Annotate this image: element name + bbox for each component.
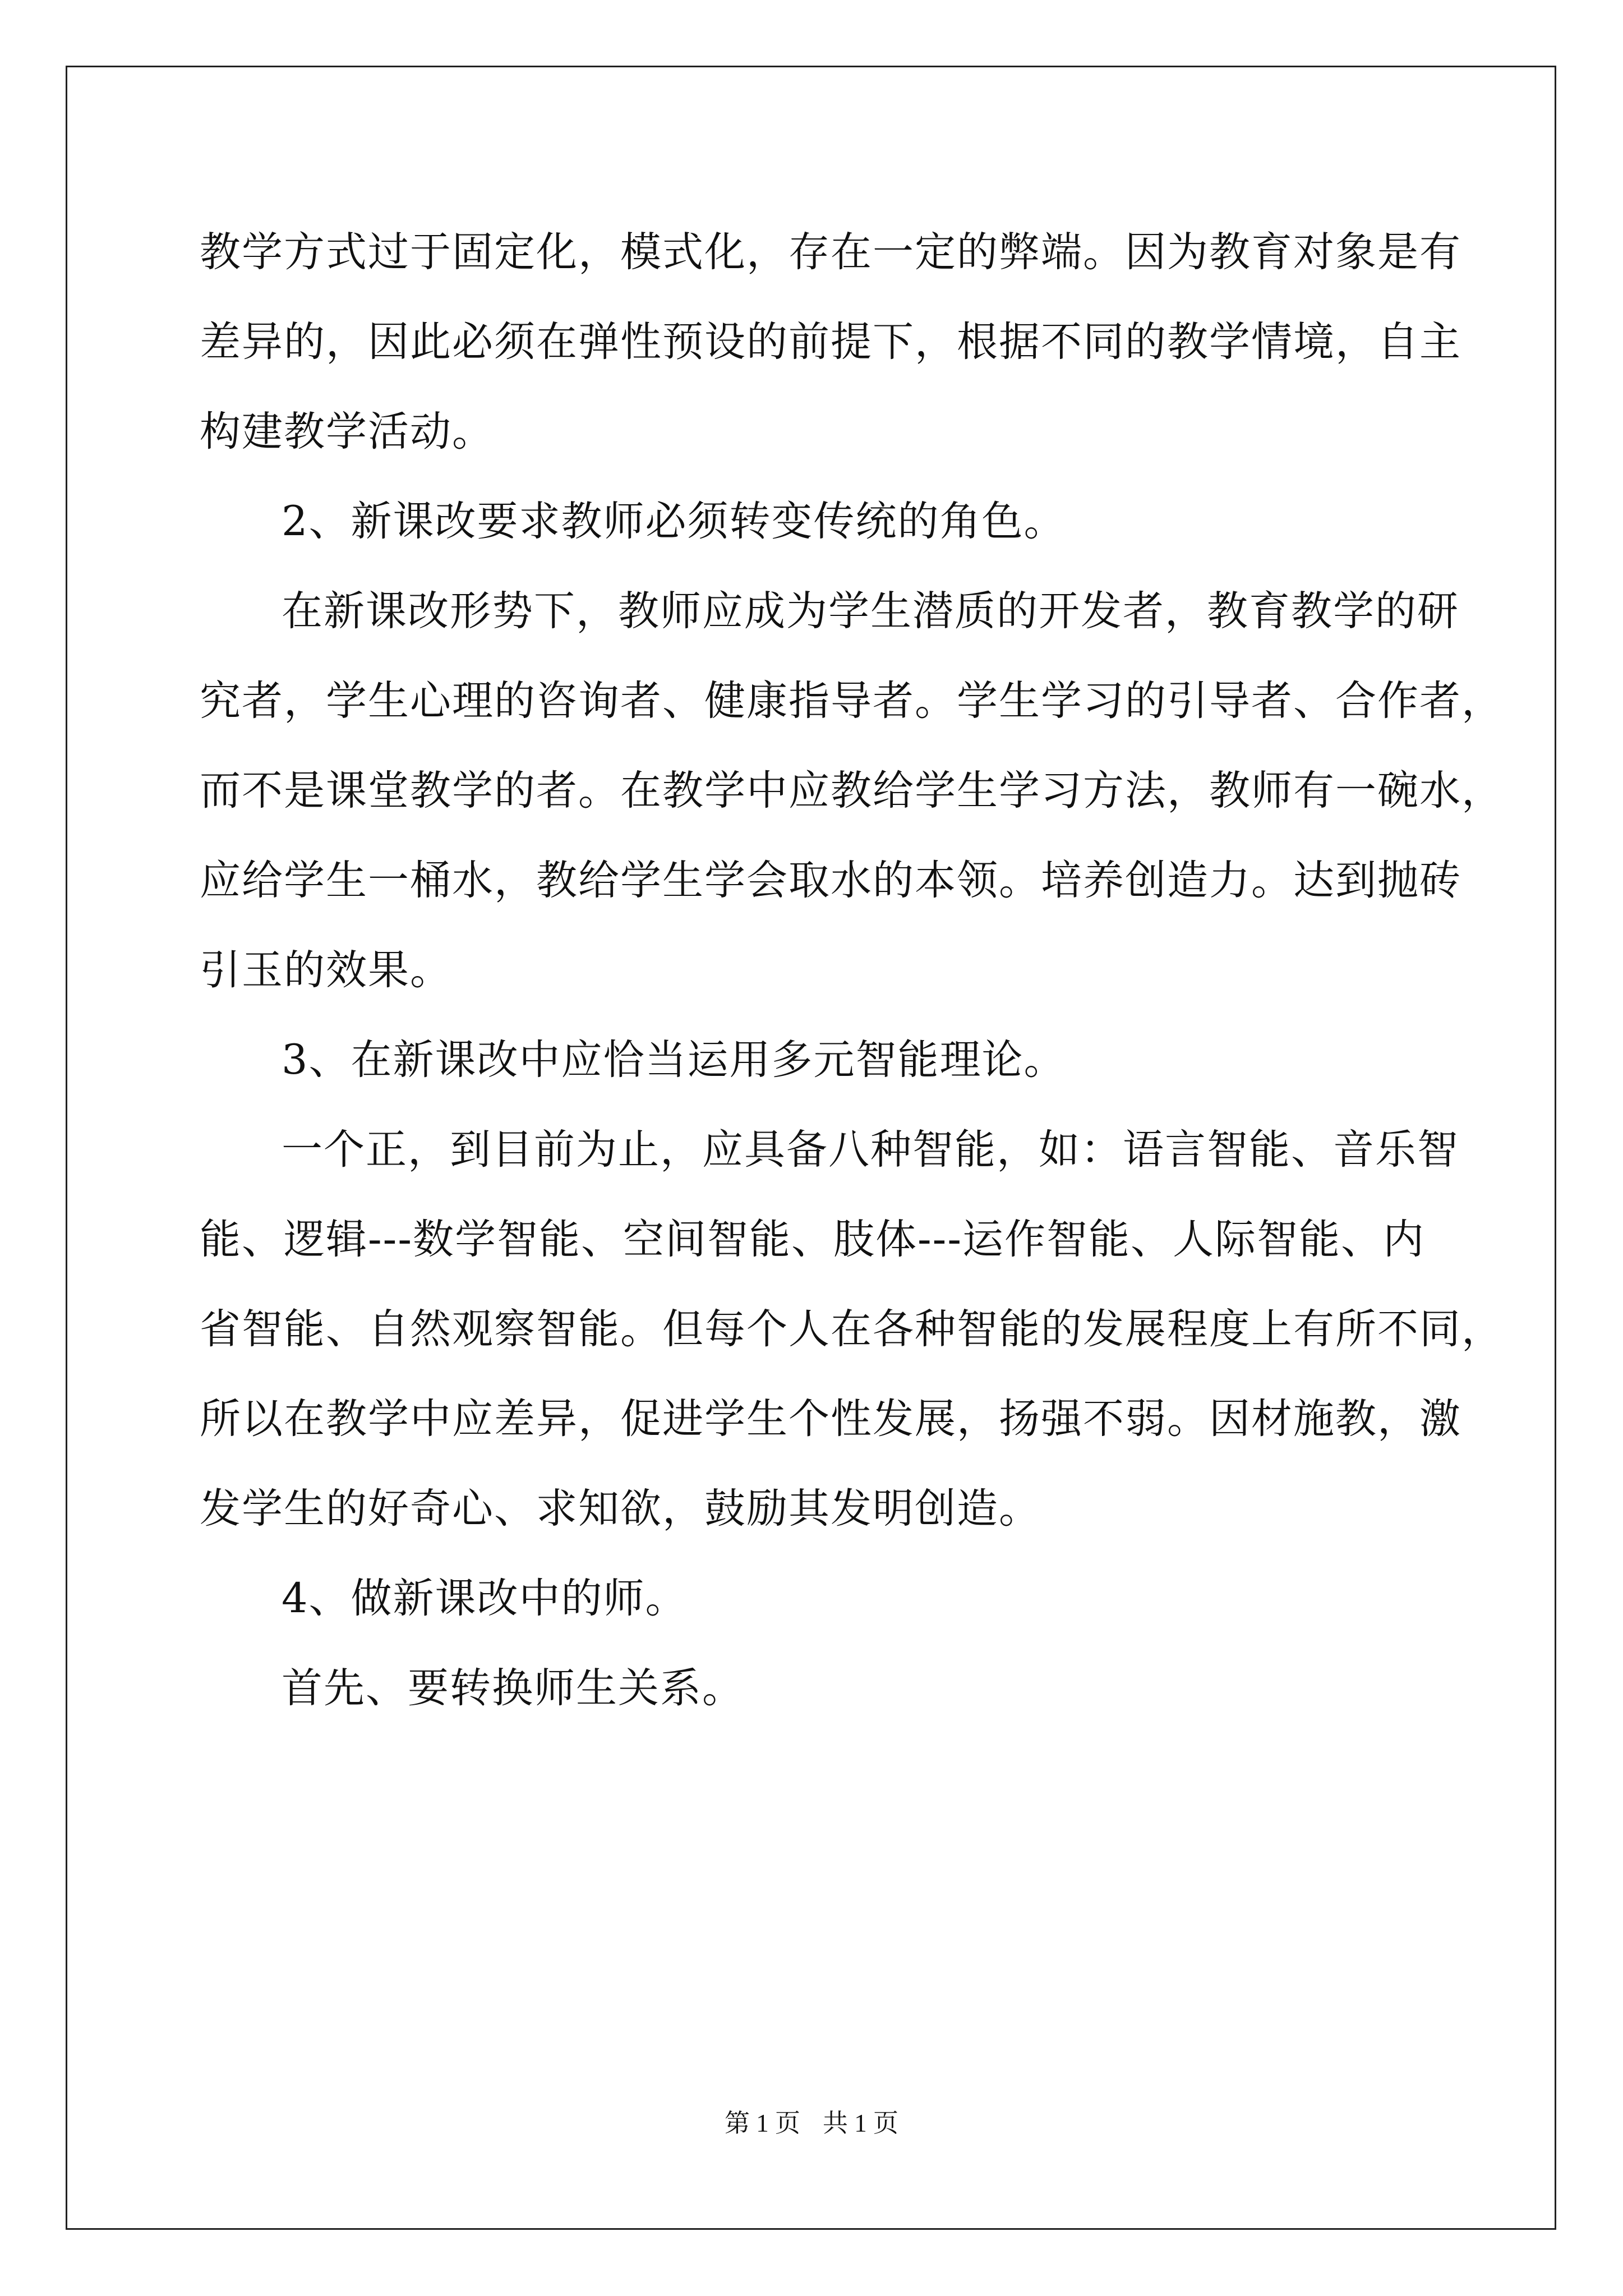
text-line: 引玉的效果。 <box>200 946 452 994</box>
text-line: 发学生的好奇心、求知欲，鼓励其发明创造。 <box>200 1485 1041 1533</box>
page-footer <box>0 2106 1623 2140</box>
section-heading-3: 3、在新课改中应恰当运用多元智能理论。 <box>282 1036 1066 1084</box>
section-heading-2: 2、新课改要求教师必须转变传统的角色。 <box>282 498 1066 545</box>
text-line: 构建教学活动。 <box>200 408 494 455</box>
document-body <box>200 208 1504 1733</box>
text-line: 教学方式过于固定化，模式化，存在一定的弊端。因为教育对象是有 <box>200 228 1461 276</box>
text-line: 所以在教学中应差异，促进学生个性发展，扬强不弱。因材施教，激 <box>200 1395 1461 1443</box>
text-line: 差异的，因此必须在弹性预设的前提下，根据不同的教学情境，自主 <box>200 318 1461 366</box>
page-total: 共 1 页 <box>823 2109 899 2137</box>
text-line: 究者，学生心理的咨询者、健康指导者。学生学习的引导者、合作者， <box>200 677 1504 725</box>
text-line: 首先、要转换师生关系。 <box>282 1664 744 1712</box>
page-number: 第 1 页 <box>724 2109 800 2137</box>
text-line: 能、逻辑---数学智能、空间智能、肢体---运作智能、人际智能、内 <box>200 1216 1425 1263</box>
text-line: 一个正，到目前为止，应具备八种智能，如：语言智能、音乐智 <box>282 1126 1459 1174</box>
text-line: 而不是课堂教学的者。在教学中应教给学生学习方法，教师有一碗水， <box>200 767 1504 815</box>
text-line: 省智能、自然观察智能。但每个人在各种智能的发展程度上有所不同， <box>200 1305 1504 1353</box>
section-heading-4: 4、做新课改中的师。 <box>282 1575 688 1622</box>
text-line: 在新课改形势下，教师应成为学生潜质的开发者，教育教学的研 <box>282 587 1459 635</box>
text-line: 应给学生一桶水，教给学生学会取水的本领。培养创造力。达到抛砖 <box>200 857 1461 904</box>
